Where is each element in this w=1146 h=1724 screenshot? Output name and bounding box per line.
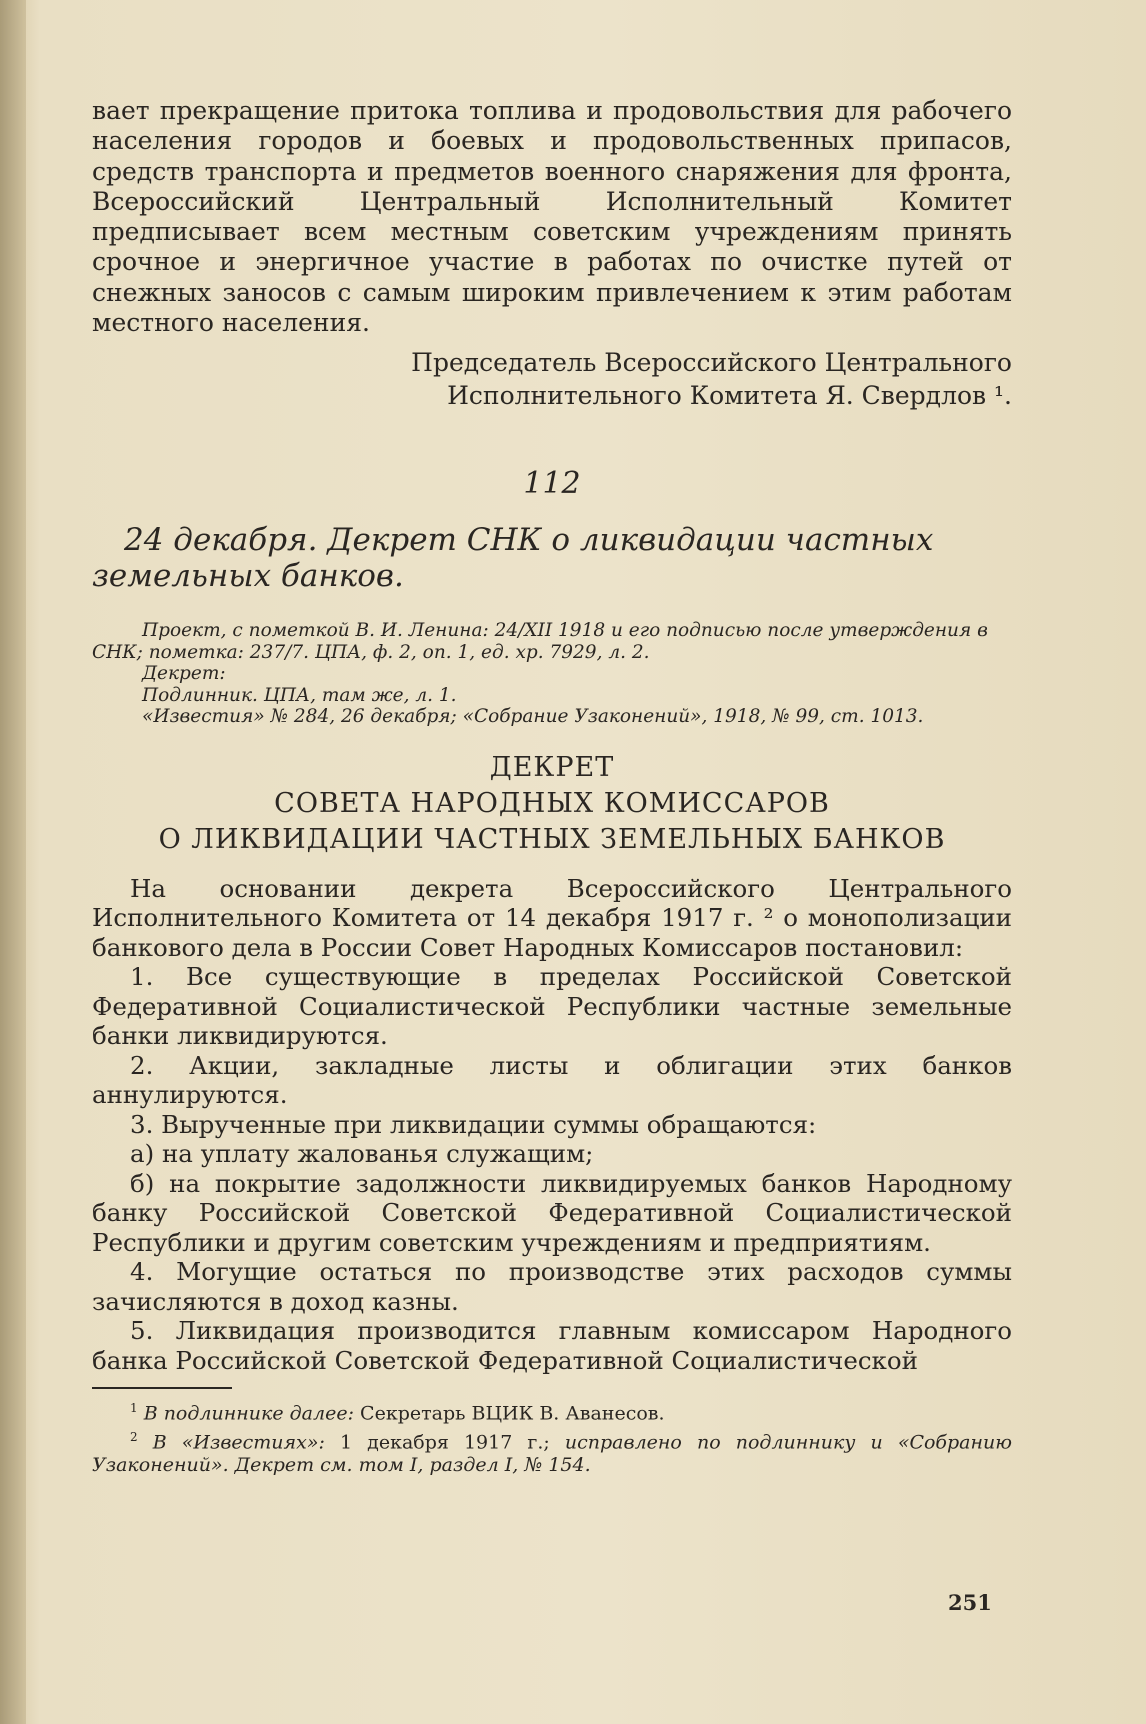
decree-item-5: 5. Ликвидация производится главным комиссаром Народного банка Российской Советской Федеративной Социалистической (92, 1316, 1012, 1375)
decree-title-line-3: О ЛИКВИДАЦИИ ЧАСТНЫХ ЗЕМЕЛЬНЫХ БАНКОВ (158, 823, 946, 855)
decree-item-4: 4. Могущие остаться по производстве этих расходов суммы зачисляются в доход казны. (92, 1257, 1012, 1316)
footnote-2 (92, 1426, 1012, 1477)
decree-preamble: На основании декрета Всероссийского Центрального Исполнительного Комитета от 14 декабря 1917 г. ² о монополизации банкового дела в России Совет Народных Комиссаров постановил: (92, 873, 1012, 962)
document-heading: 24 декабря. Декрет СНК о ликвидации частных земельных банков. (92, 522, 934, 595)
footnote-2-italic-2: исправлено по подлиннику и «Собранию Узаконений». Декрет см. том I, раздел I, № 154. (92, 1431, 1012, 1477)
footnote-separator (92, 1387, 232, 1389)
signature-line-2: Исполнительного Комитета Я. Свердлов ¹. (447, 381, 1012, 411)
source-line-1: Проект, с пометкой В. И. Ленина: 24/XII 1918 и его подписью после утверждения в СНК; пометка: 237/7. ЦПА, ф. 2, оп. 1, ед. хр. 7929, л. 2. (92, 620, 988, 663)
page-number: 251 (948, 1590, 992, 1615)
decree-title (92, 750, 1012, 858)
signature-line-1: Председатель Всероссийского Центрального (411, 348, 1012, 378)
footnote-1-mark: 1 (130, 1401, 138, 1416)
source-line-2: Декрет: (142, 663, 226, 685)
footnotes (92, 1397, 1012, 1477)
footnote-1-italic: В подлиннике далее: (143, 1402, 354, 1425)
decree-item-3: 3. Вырученные при ликвидации суммы обращаются: (130, 1109, 817, 1139)
page-content (92, 96, 1012, 1477)
continued-text (92, 96, 1012, 338)
footnote-1 (92, 1397, 1012, 1425)
decree-item-3a: а) на уплату жалованья служащим; (130, 1139, 594, 1169)
decree-title-line-1: ДЕКРЕТ (489, 751, 615, 783)
book-gutter (0, 0, 26, 1724)
archival-sources (92, 620, 1012, 728)
signature-block (92, 346, 1012, 412)
decree-item-1: 1. Все существующие в пределах Российской Советской Федеративной Социалистической Республики частные земельные банки ликвидируются. (92, 962, 1012, 1051)
document-number: 112 (523, 466, 581, 502)
decree-item-3b: б) на покрытие задолжности ликвидируемых банков Народному банку Российской Советской Федеративной Социалистической Республики и другим советским учреждениям и предприятиям. (92, 1168, 1012, 1257)
footnote-2-mark: 2 (130, 1429, 138, 1444)
footnote-2-text: 1 декабря 1917 г.; (339, 1431, 550, 1454)
footnote-2-italic-1: В «Известиях»: (152, 1431, 325, 1454)
intro-paragraph: вает прекращение притока топлива и продовольствия для рабочего населения городов и боевых и продовольственных припасов, средств транспорта и предметов военного снаряжения для фронта, Всероссийский Центральный Исполнительный Комитет предписывает всем местным советским учреждениям принять срочное и энергичное участие в работах по очистке путей от снежных заносов с самым широким привлечением к этим работам местного населения. (92, 96, 1012, 338)
decree-body (92, 874, 1012, 1376)
decree-item-2: 2. Акции, закладные листы и облигации этих банков аннулируются. (92, 1050, 1012, 1110)
source-line-3: Подлинник. ЦПА, там же, л. 1. (142, 684, 457, 706)
source-line-4: «Известия» № 284, 26 декабря; «Собрание Узаконений», 1918, № 99, ст. 1013. (142, 706, 924, 728)
decree-title-line-2: СОВЕТА НАРОДНЫХ КОМИССАРОВ (274, 787, 830, 819)
footnote-1-text: Секретарь ВЦИК В. Аванесов. (360, 1402, 665, 1425)
